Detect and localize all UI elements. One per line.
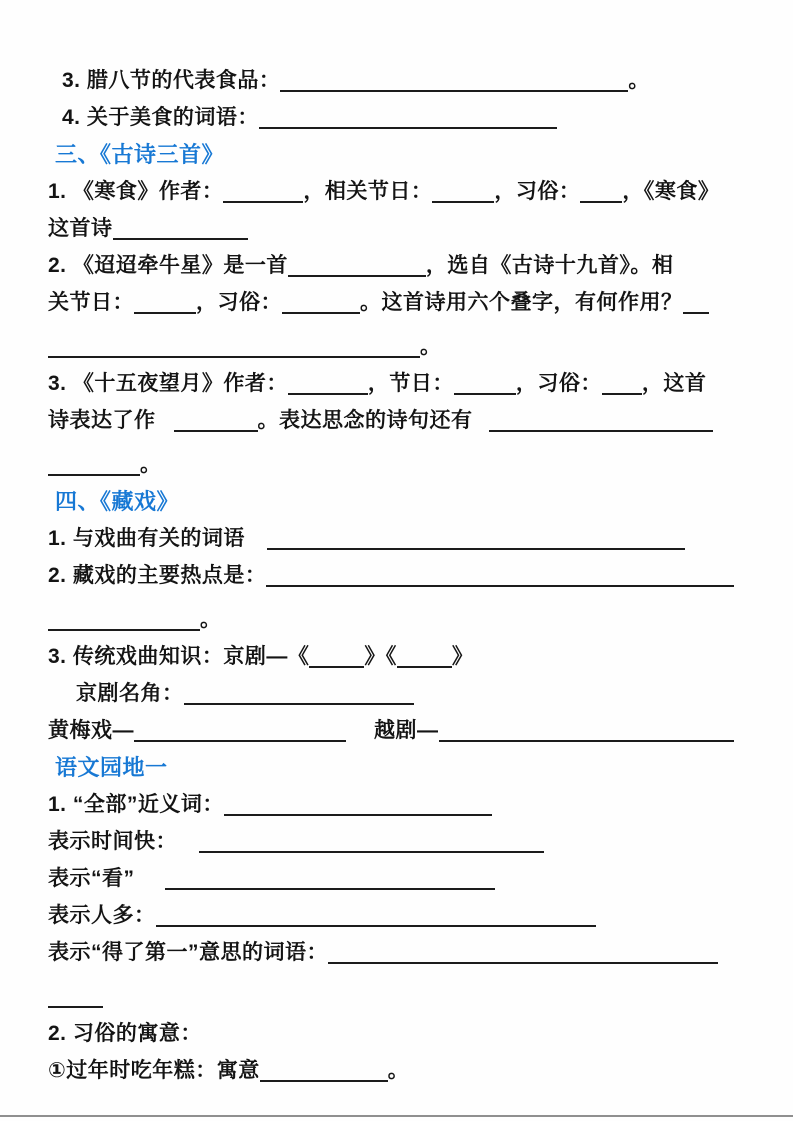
text-run: 1. “全部”近义词： (48, 793, 224, 816)
text-run: ，相关节日： (303, 180, 433, 203)
worksheet-line (48, 712, 767, 749)
worksheet-line (48, 897, 767, 934)
text-run: 1. 与戏曲有关的词语 (48, 527, 245, 550)
worksheet-line (48, 328, 767, 365)
text-run: 越剧— (374, 719, 439, 742)
worksheet-line (48, 557, 767, 594)
worksheet-line (48, 365, 767, 402)
fill-in-blank (48, 615, 200, 631)
text-run: 1. 《寒食》作者： (48, 180, 224, 203)
fill-in-blank (134, 726, 346, 742)
text-run: 三、《古诗三首》 (55, 142, 225, 167)
worksheet-line (48, 638, 767, 675)
fill-in-blank (199, 837, 544, 853)
text-run: 。表达思念的诗句还有 (257, 409, 473, 432)
worksheet-line (62, 62, 767, 99)
fill-in-blank (260, 1066, 388, 1082)
text-run: 4. 关于美食的词语： (62, 106, 259, 129)
text-run: ，习俗： (196, 291, 282, 314)
fill-in-blank (397, 652, 452, 668)
worksheet-line (48, 978, 767, 1015)
text-run: 黄梅戏— (48, 719, 134, 742)
fill-in-blank (288, 261, 426, 277)
worksheet-line (48, 786, 767, 823)
fill-in-blank (259, 113, 557, 129)
text-run: 四、《藏戏》 (55, 489, 180, 514)
text-run: 3. 传统戏曲知识：京剧—《 (48, 645, 310, 668)
text-run: 2. 《迢迢牵牛星》是一首 (48, 254, 288, 277)
text-run: 这首诗 (48, 217, 113, 240)
text-run: ，选自《古诗十九首》。相 (425, 254, 674, 277)
worksheet-line (48, 1015, 767, 1052)
text-run: 》《 (364, 645, 397, 668)
fill-in-blank (113, 224, 248, 240)
text-run: ，习俗： (515, 372, 602, 395)
worksheet-content (48, 62, 767, 1089)
worksheet-line (48, 247, 767, 284)
fill-in-blank (454, 379, 516, 395)
text-run: 京剧名角： (76, 682, 184, 705)
fill-in-blank (280, 76, 628, 92)
worksheet-line (48, 520, 767, 557)
fill-in-blank (223, 187, 303, 203)
text-run: 。 (420, 335, 442, 358)
text-run: ，这首 (641, 372, 707, 395)
worksheet-line (48, 934, 767, 971)
section-heading (55, 136, 767, 173)
fill-in-blank (184, 689, 414, 705)
text-run: 表示人多： (48, 904, 156, 927)
fill-in-blank (282, 298, 360, 314)
worksheet-line (48, 823, 767, 860)
section-heading (55, 483, 767, 520)
fill-in-blank (288, 379, 368, 395)
fill-in-blank (224, 800, 492, 816)
text-run: ，节日： (367, 372, 454, 395)
text-run: 2. 藏戏的主要热点是： (48, 564, 267, 587)
fill-in-blank (580, 187, 622, 203)
fill-in-blank (309, 652, 364, 668)
page-bottom-divider (0, 1115, 793, 1117)
text-run: 语文园地一 (55, 755, 168, 780)
fill-in-blank (156, 911, 596, 927)
text-run: 》 (451, 645, 474, 668)
text-run: ①过年时吃年糕：寓意 (48, 1059, 260, 1082)
fill-in-blank (432, 187, 494, 203)
worksheet-line (48, 1052, 767, 1089)
text-run: 2. 习俗的寓意： (48, 1022, 202, 1045)
text-run: ，习俗： (494, 180, 581, 203)
text-run: 3. 腊八节的代表食品： (62, 69, 281, 92)
worksheet-line (62, 99, 767, 136)
text-run: 诗表达了作 (48, 409, 156, 432)
text-run: 3. 《十五夜望月》作者： (48, 372, 288, 395)
fill-in-blank (174, 416, 258, 432)
text-run: 表示“得了第一”意思的词语： (48, 941, 328, 964)
fill-in-blank (48, 460, 140, 476)
fill-in-blank (683, 298, 709, 314)
text-run: 。这首诗用六个叠字，有何作用？ (360, 291, 683, 314)
text-run: 。 (387, 1059, 410, 1082)
worksheet-line (48, 860, 767, 897)
fill-in-blank (602, 379, 642, 395)
worksheet-line (76, 675, 767, 712)
fill-in-blank (165, 874, 495, 890)
worksheet-line (48, 402, 767, 439)
text-run: 表示时间快： (48, 830, 177, 853)
worksheet-line (48, 601, 767, 638)
section-heading (55, 749, 767, 786)
fill-in-blank (48, 342, 420, 358)
fill-in-blank (489, 416, 713, 432)
fill-in-blank (266, 571, 734, 587)
fill-in-blank (439, 726, 734, 742)
text-run: 关节日： (48, 291, 134, 314)
fill-in-blank (267, 534, 685, 550)
text-run: 。 (628, 69, 650, 92)
fill-in-blank (328, 948, 718, 964)
worksheet-line (48, 284, 767, 321)
worksheet-line (48, 173, 767, 210)
text-run: 表示“看” (48, 867, 135, 890)
fill-in-blank (48, 992, 103, 1008)
text-run: 。 (200, 608, 222, 631)
text-run: 。 (140, 453, 162, 476)
text-run: ，《寒食》 (622, 180, 720, 203)
fill-in-blank (134, 298, 196, 314)
worksheet-line (48, 210, 767, 247)
worksheet-line (48, 446, 767, 483)
